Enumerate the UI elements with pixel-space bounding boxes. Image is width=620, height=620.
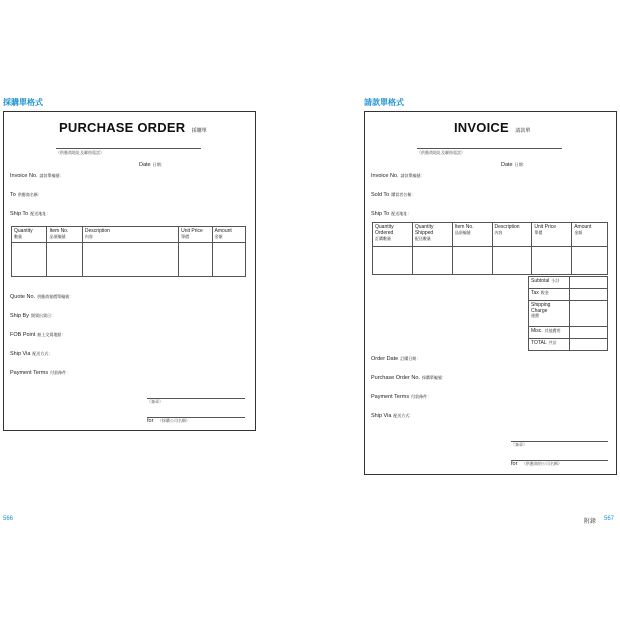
inv-for-label: for (511, 461, 518, 467)
inv-title-zh: 請款單 (515, 128, 531, 134)
po-for-line (147, 409, 245, 424)
po-title: PURCHASE ORDER (59, 120, 186, 135)
inv-ship-via-label: Ship Via 配送方式： (371, 413, 414, 419)
po-ship-via-label: Ship Via 配送方式： (10, 351, 53, 357)
table-row: Tax 稅金 (529, 289, 608, 301)
table-row: Misc. 其他費用 (529, 327, 608, 339)
inv-date-label: Date 日期： (501, 162, 527, 168)
po-quote-no-label: Quote No. 供應商報價單編號： (10, 294, 74, 300)
invoice-form (364, 111, 617, 475)
po-ship-to-label: Ship To 配送地址： (10, 211, 51, 217)
inv-supplier-note: （供應商地址及聯絡電話） (417, 150, 465, 155)
po-ship-by-label: Ship By 開貨出貨日： (10, 313, 55, 319)
po-supplier-note: （供應商地址及聯絡電話） (56, 150, 104, 155)
table-row: Subtotal 小計 (529, 277, 608, 289)
inv-title: INVOICE (454, 120, 509, 135)
po-invoice-no-label: Invoice No. 請款單編號： (10, 173, 64, 179)
po-title-block (59, 119, 207, 137)
page-number-left: 566 (3, 516, 14, 522)
inv-order-date-label: Order Date 訂購日期： (371, 356, 421, 362)
table-row (373, 247, 608, 275)
po-title-zh: 採購單 (191, 128, 207, 134)
inv-signature-line (511, 433, 608, 447)
po-signature-line (147, 390, 245, 404)
appendix-label: 附錄 (584, 519, 597, 525)
inv-summary-table (528, 276, 608, 351)
inv-supplier-line (417, 141, 562, 155)
po-supplier-line (56, 141, 201, 155)
page-number-right: 567 (604, 516, 615, 522)
po-for-label: for (147, 418, 154, 424)
inv-ship-to-label: Ship To 配送地址： (371, 211, 412, 217)
inv-items-table (372, 222, 608, 275)
table-row: TOTAL 共計 (529, 339, 608, 351)
po-fob-point-label: FOB Point 船上交貨地點： (10, 332, 66, 338)
po-date-label: Date 日期： (139, 162, 165, 168)
inv-for-note: （供應商的公司名稱） (521, 461, 562, 466)
inv-sold-to-label: Sold To 購買者名稱： (371, 192, 416, 198)
inv-invoice-no-label: Invoice No. 請款單編號： (371, 173, 425, 179)
inv-payment-terms-label: Payment Terms 付款條件： (371, 394, 432, 400)
po-to-label: To 供應商名稱： (10, 192, 42, 198)
po-for-note: （採購公司名稱） (157, 418, 190, 423)
po-items-table (11, 226, 246, 277)
po-sign-note: （簽章） (147, 399, 163, 404)
inv-sign-note: （簽章） (511, 442, 527, 447)
table-row: Quantity 數量 Item No. 品項編號 Description 內容 Unit Price 單價 Amount 金額 (12, 227, 246, 243)
section-title-purchase-order: 採購單格式 (3, 98, 43, 107)
po-payment-terms-label: Payment Terms 付款條件： (10, 370, 71, 376)
table-row (12, 243, 246, 277)
inv-po-no-label: Purchase Order No. 採購單編號： (371, 375, 446, 381)
section-title-invoice: 請款單格式 (364, 98, 404, 107)
purchase-order-form (3, 111, 256, 431)
inv-title-block (454, 119, 530, 137)
inv-for-line (511, 452, 608, 467)
table-row: Shipping Charge 運費 (529, 301, 608, 327)
table-row: Quantity Ordered 訂購數量 Quantity Shipped 配送數量 Item No. 品項編號 Description 內容 Unit Price 單價 Amount 金額 (373, 223, 608, 247)
